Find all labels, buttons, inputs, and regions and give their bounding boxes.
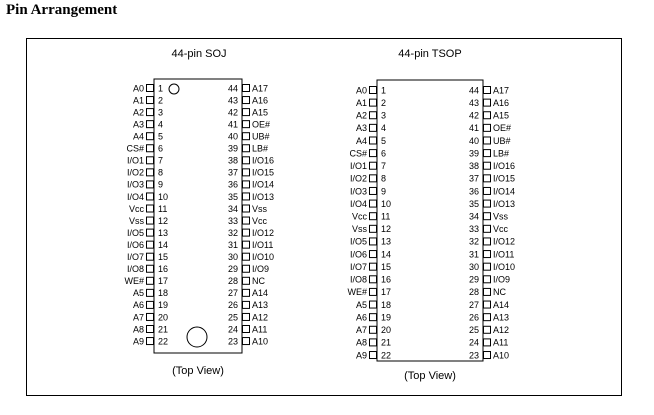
tsop-right-pin-name: I/O14	[493, 186, 516, 197]
tsop-left-pin-lead	[370, 238, 377, 245]
tsop-right-pin-lead	[484, 137, 491, 144]
soj-right-pin-number: 25	[227, 312, 238, 323]
tsop-right-pin-name: A11	[493, 337, 509, 348]
soj-left-pin-lead	[147, 217, 154, 224]
soj-left-pin-name: Vcc	[128, 203, 144, 214]
soj-right-pin-number: 34	[227, 203, 238, 214]
tsop-right-pin-number: 28	[468, 287, 479, 298]
soj-right-pin-number: 40	[227, 131, 238, 142]
tsop-left-pin-name: Vss	[351, 224, 367, 235]
tsop-left-pin-number: 8	[381, 173, 387, 184]
tsop-left-pin-name: A9	[355, 350, 367, 361]
tsop-right-pin-name: UB#	[493, 135, 511, 146]
soj-left-pin-lead	[147, 205, 154, 212]
tsop-right-pin-lead	[484, 99, 491, 106]
soj-left-pin-number: 5	[158, 131, 164, 142]
tsop-left-pin-number: 19	[381, 312, 392, 323]
tsop-left-pin-lead	[370, 112, 377, 119]
soj-right-pin-lead	[243, 85, 250, 92]
tsop-left-pin-number: 14	[381, 249, 392, 260]
tsop-left-pin-number: 18	[381, 299, 392, 310]
soj-left-pin-name: A5	[132, 288, 144, 299]
tsop-package-body	[377, 80, 483, 361]
tsop-right-pin-name: NC	[493, 287, 506, 298]
soj-left-pin-name: I/O1	[126, 155, 144, 166]
soj-right-pin-number: 37	[227, 167, 238, 178]
soj-right-pin-lead	[243, 181, 250, 188]
soj-right-pin-number: 41	[227, 119, 238, 130]
soj-left-pin-lead	[147, 277, 154, 284]
tsop-left-pin-number: 2	[381, 97, 387, 108]
tsop-right-pin-name: I/O13	[493, 198, 516, 209]
tsop-left-pin-number: 16	[381, 274, 392, 285]
tsop-left-pin-name: A0	[355, 85, 367, 96]
soj-right-pin-number: 27	[227, 288, 238, 299]
soj-right-pin-name: I/O16	[252, 155, 275, 166]
tsop-left-pin-lead	[370, 87, 377, 94]
soj-left-pin-name: A3	[132, 119, 144, 130]
soj-left-pin-number: 4	[158, 119, 164, 130]
tsop-left-pin-number: 1	[381, 85, 387, 96]
soj-right-pin-name: A17	[252, 83, 269, 94]
tsop-right-pin-lead	[484, 288, 491, 295]
soj-right-pin-lead	[243, 301, 250, 308]
soj-left-pin-number: 22	[158, 336, 169, 347]
soj-left-pin-lead	[147, 109, 154, 116]
soj-right-pin-lead	[243, 97, 250, 104]
tsop-right-pin-name: I/O11	[493, 249, 515, 260]
soj-right-pin-number: 29	[227, 264, 238, 275]
soj-left-pin-name: A8	[132, 324, 144, 335]
soj-right-pin-name: I/O12	[252, 227, 275, 238]
soj-left-pin-number: 6	[158, 143, 164, 154]
soj-left-pin-name: I/O8	[126, 264, 144, 275]
soj-right-pin-lead	[243, 169, 250, 176]
tsop-right-pin-lead	[484, 150, 491, 157]
tsop-right-pin-name: I/O9	[493, 274, 511, 285]
soj-right-pin-lead	[243, 241, 250, 248]
tsop-left-pin-number: 20	[381, 325, 392, 336]
tsop-left-pin-name: I/O4	[349, 198, 367, 209]
tsop-left-pin-number: 12	[381, 224, 392, 235]
tsop-view-label: (Top View)	[404, 370, 456, 382]
soj-left-pin-number: 8	[158, 167, 164, 178]
tsop-right-pin-number: 34	[468, 211, 479, 222]
tsop-right-pin-lead	[484, 238, 491, 245]
soj-right-pin-name: I/O15	[252, 167, 275, 178]
soj-left-pin-number: 18	[158, 288, 169, 299]
soj-right-pin-number: 24	[227, 324, 238, 335]
soj-right-pin-number: 26	[227, 300, 238, 311]
tsop-right-pin-lead	[484, 175, 491, 182]
soj-left-pin-number: 17	[158, 276, 169, 287]
soj-right-pin-name: I/O10	[252, 252, 275, 262]
soj-left-pin-number: 21	[158, 324, 169, 335]
soj-right-pin-lead	[243, 277, 250, 284]
tsop-right-pin-name: I/O10	[493, 261, 516, 272]
tsop-left-pin-name: Vcc	[351, 211, 367, 222]
tsop-left-pin-lead	[370, 225, 377, 232]
tsop-left-pin-number: 3	[381, 110, 387, 121]
soj-left-pin-lead	[147, 241, 154, 248]
tsop-left-pin-number: 6	[381, 148, 387, 159]
soj-right-pin-lead	[243, 326, 250, 333]
tsop-left-pin-name: I/O6	[349, 249, 367, 260]
tsop-left-pin-number: 10	[381, 198, 392, 209]
soj-left-pin-lead	[147, 229, 154, 236]
soj-right-pin-name: Vcc	[252, 215, 268, 226]
soj-right-pin-number: 32	[227, 227, 238, 238]
soj-right-pin-name: LB#	[252, 143, 269, 154]
tsop-left-pin-name: WE#	[347, 287, 367, 298]
soj-left-pin-name: I/O7	[126, 252, 144, 262]
soj-left-pin-name: A7	[132, 312, 144, 323]
soj-right-pin-name: A11	[252, 324, 268, 335]
soj-left-pin-lead	[147, 133, 154, 140]
soj-right-pin-lead	[243, 253, 250, 260]
tsop-left-pin-name: I/O5	[349, 236, 367, 247]
soj-left-pin-lead	[147, 157, 154, 164]
tsop-right-pin-lead	[484, 314, 491, 321]
tsop-right-pin-number: 40	[468, 135, 479, 146]
soj-left-pin-name: WE#	[124, 276, 144, 287]
soj-left-pin-name: I/O2	[126, 167, 144, 178]
soj-right-pin-number: 36	[227, 179, 238, 190]
soj-right-pin-number: 31	[227, 239, 238, 250]
soj-left-pin-name: CS#	[126, 143, 144, 154]
soj-left-pin-name: A1	[132, 95, 144, 106]
tsop-right-pin-number: 23	[468, 350, 479, 361]
tsop-right-pin-lead	[484, 301, 491, 308]
tsop-left-pin-number: 21	[381, 337, 392, 348]
soj-right-pin-lead	[243, 193, 250, 200]
soj-right-pin-name: OE#	[252, 119, 271, 130]
tsop-right-pin-number: 24	[468, 337, 479, 348]
tsop-left-pin-name: I/O2	[349, 173, 367, 184]
tsop-right-pin-lead	[484, 200, 491, 207]
soj-right-pin-name: A10	[252, 336, 269, 347]
tsop-left-pin-lead	[370, 251, 377, 258]
soj-right-pin-lead	[243, 121, 250, 128]
tsop-right-pin-name: A15	[493, 110, 510, 121]
tsop-left-pin-number: 15	[381, 261, 392, 272]
tsop-right-pin-lead	[484, 225, 491, 232]
tsop-left-pin-lead	[370, 137, 377, 144]
soj-left-pin-lead	[147, 181, 154, 188]
soj-right-pin-name: A14	[252, 288, 269, 299]
tsop-left-pin-lead	[370, 175, 377, 182]
tsop-right-pin-name: I/O16	[493, 161, 516, 172]
tsop-right-pin-number: 37	[468, 173, 479, 184]
tsop-right-pin-number: 31	[468, 249, 479, 260]
tsop-left-pin-name: A5	[355, 299, 367, 310]
soj-right-pin-name: A13	[252, 300, 269, 311]
soj-right-pin-name: I/O9	[252, 264, 270, 275]
soj-left-pin-name: A2	[132, 107, 144, 118]
tsop-left-pin-name: A2	[355, 110, 367, 121]
soj-left-pin-lead	[147, 97, 154, 104]
soj-left-pin-number: 12	[158, 215, 169, 226]
tsop-left-pin-name: CS#	[349, 148, 367, 159]
tsop-right-pin-number: 29	[468, 274, 479, 285]
soj-right-pin-lead	[243, 265, 250, 272]
soj-right-pin-number: 44	[227, 83, 238, 94]
tsop-right-pin-lead	[484, 124, 491, 131]
tsop-left-pin-name: I/O1	[349, 161, 367, 172]
soj-right-pin-number: 28	[227, 276, 238, 287]
soj-left-pin-name: A6	[132, 300, 144, 311]
soj-package-title: 44-pin SOJ	[171, 48, 227, 60]
tsop-right-pin-lead	[484, 352, 491, 359]
soj-left-pin-number: 15	[158, 252, 169, 262]
tsop-right-pin-number: 30	[468, 261, 479, 272]
tsop-left-pin-lead	[370, 162, 377, 169]
soj-left-pin-lead	[147, 253, 154, 260]
tsop-left-pin-lead	[370, 288, 377, 295]
soj-left-pin-lead	[147, 85, 154, 92]
soj-left-pin-number: 2	[158, 95, 164, 106]
tsop-right-pin-lead	[484, 251, 491, 258]
soj-left-pin-lead	[147, 265, 154, 272]
soj-right-pin-lead	[243, 145, 250, 152]
tsop-left-pin-lead	[370, 99, 377, 106]
soj-left-pin-lead	[147, 169, 154, 176]
tsop-right-pin-number: 26	[468, 312, 479, 323]
tsop-right-pin-lead	[484, 112, 491, 119]
soj-view-label: (Top View)	[172, 365, 224, 377]
tsop-left-pin-number: 17	[381, 287, 392, 298]
soj-right-pin-number: 42	[227, 107, 238, 118]
tsop-right-pin-lead	[484, 162, 491, 169]
soj-left-pin-lead	[147, 121, 154, 128]
tsop-left-pin-name: A6	[355, 312, 367, 323]
tsop-left-pin-lead	[370, 263, 377, 270]
soj-right-pin-lead	[243, 157, 250, 164]
tsop-right-pin-number: 25	[468, 325, 479, 336]
soj-right-pin-name: A12	[252, 312, 269, 323]
tsop-right-pin-lead	[484, 326, 491, 333]
tsop-right-pin-number: 35	[468, 198, 479, 209]
soj-right-pin-lead	[243, 205, 250, 212]
tsop-right-pin-number: 32	[468, 236, 479, 247]
soj-left-pin-name: I/O4	[126, 191, 144, 202]
tsop-right-pin-number: 42	[468, 110, 479, 121]
tsop-right-pin-name: A12	[493, 325, 510, 336]
tsop-left-pin-lead	[370, 150, 377, 157]
soj-left-pin-lead	[147, 313, 154, 320]
tsop-right-pin-lead	[484, 187, 491, 194]
tsop-left-pin-number: 13	[381, 236, 392, 247]
tsop-right-pin-lead	[484, 276, 491, 283]
tsop-right-pin-name: I/O15	[493, 173, 516, 184]
tsop-right-pin-lead	[484, 87, 491, 94]
soj-left-pin-lead	[147, 289, 154, 296]
soj-left-pin-name: I/O3	[126, 179, 144, 190]
soj-right-pin-lead	[243, 229, 250, 236]
soj-right-pin-number: 23	[227, 336, 238, 347]
tsop-left-pin-name: A4	[355, 135, 367, 146]
tsop-right-pin-name: A16	[493, 97, 510, 108]
soj-right-pin-number: 30	[227, 252, 238, 262]
soj-left-pin-name: Vss	[128, 215, 144, 226]
tsop-right-pin-number: 27	[468, 299, 479, 310]
tsop-right-pin-number: 38	[468, 161, 479, 172]
soj-right-pin-name: UB#	[252, 131, 270, 142]
soj-right-pin-lead	[243, 313, 250, 320]
soj-left-pin-number: 11	[158, 203, 168, 214]
tsop-left-pin-lead	[370, 339, 377, 346]
soj-right-pin-number: 38	[227, 155, 238, 166]
soj-right-pin-number: 39	[227, 143, 238, 154]
tsop-left-pin-number: 7	[381, 161, 387, 172]
tsop-left-pin-name: A8	[355, 337, 367, 348]
tsop-left-pin-number: 4	[381, 123, 387, 134]
tsop-left-pin-name: I/O7	[349, 261, 367, 272]
soj-right-pin-number: 35	[227, 191, 238, 202]
tsop-right-pin-number: 43	[468, 97, 479, 108]
tsop-right-pin-name: LB#	[493, 148, 510, 159]
soj-left-pin-number: 16	[158, 264, 169, 275]
soj-right-pin-lead	[243, 109, 250, 116]
soj-left-pin-lead	[147, 193, 154, 200]
tsop-right-pin-name: A14	[493, 299, 510, 310]
tsop-right-pin-name: Vss	[493, 211, 509, 222]
tsop-left-pin-name: I/O8	[349, 274, 367, 285]
tsop-right-pin-lead	[484, 263, 491, 270]
tsop-left-pin-lead	[370, 314, 377, 321]
soj-left-pin-number: 10	[158, 191, 169, 202]
soj-left-pin-name: I/O5	[126, 227, 144, 238]
soj-left-pin-name: A9	[132, 336, 144, 347]
tsop-left-pin-lead	[370, 276, 377, 283]
soj-left-pin-name: A0	[132, 83, 144, 94]
soj-left-pin-lead	[147, 145, 154, 152]
soj-left-pin-name: I/O6	[126, 239, 144, 250]
soj-right-pin-lead	[243, 338, 250, 345]
soj-right-pin-name: A15	[252, 107, 269, 118]
soj-left-pin-lead	[147, 301, 154, 308]
tsop-right-pin-name: OE#	[493, 123, 512, 134]
tsop-right-pin-number: 39	[468, 148, 479, 159]
soj-right-pin-name: I/O11	[252, 239, 274, 250]
soj-right-pin-name: Vss	[252, 203, 268, 214]
tsop-left-pin-name: A7	[355, 325, 367, 336]
soj-right-pin-lead	[243, 133, 250, 140]
soj-right-pin-number: 43	[227, 95, 238, 106]
soj-left-pin-name: A4	[132, 131, 144, 142]
tsop-left-pin-name: A1	[355, 97, 367, 108]
tsop-right-pin-number: 33	[468, 224, 479, 235]
tsop-right-pin-name: A10	[493, 350, 510, 361]
soj-right-pin-number: 33	[227, 215, 238, 226]
tsop-right-pin-lead	[484, 213, 491, 220]
section-heading: Pin Arrangement	[6, 2, 118, 18]
soj-right-pin-name: I/O13	[252, 191, 275, 202]
soj-left-pin-lead	[147, 338, 154, 345]
tsop-right-pin-name: I/O12	[493, 236, 516, 247]
tsop-right-pin-name: Vcc	[493, 224, 509, 235]
soj-left-pin-number: 7	[158, 155, 164, 166]
soj-left-pin-number: 9	[158, 179, 164, 190]
tsop-left-pin-name: A3	[355, 123, 367, 134]
tsop-left-pin-lead	[370, 124, 377, 131]
tsop-left-pin-lead	[370, 326, 377, 333]
soj-left-pin-number: 20	[158, 312, 169, 323]
tsop-left-pin-number: 5	[381, 135, 387, 146]
tsop-left-pin-number: 22	[381, 350, 392, 361]
tsop-left-pin-lead	[370, 352, 377, 359]
tsop-left-pin-lead	[370, 213, 377, 220]
tsop-package-title: 44-pin TSOP	[398, 48, 462, 60]
soj-right-pin-name: NC	[252, 276, 265, 287]
tsop-right-pin-name: A17	[493, 85, 510, 96]
tsop-left-pin-name: I/O3	[349, 186, 367, 197]
soj-left-pin-lead	[147, 326, 154, 333]
tsop-left-pin-lead	[370, 200, 377, 207]
soj-right-pin-lead	[243, 289, 250, 296]
tsop-left-pin-number: 9	[381, 186, 387, 197]
soj-right-pin-name: A16	[252, 95, 269, 106]
soj-right-pin-lead	[243, 217, 250, 224]
tsop-right-pin-name: A13	[493, 312, 510, 323]
soj-left-pin-number: 14	[158, 239, 169, 250]
soj-left-pin-number: 1	[158, 83, 164, 94]
tsop-left-pin-number: 11	[381, 211, 391, 222]
tsop-right-pin-number: 36	[468, 186, 479, 197]
tsop-right-pin-number: 41	[468, 123, 479, 134]
soj-left-pin-number: 13	[158, 227, 169, 238]
tsop-right-pin-lead	[484, 339, 491, 346]
tsop-left-pin-lead	[370, 187, 377, 194]
soj-left-pin-number: 19	[158, 300, 169, 311]
soj-left-pin-number: 3	[158, 107, 164, 118]
tsop-right-pin-number: 44	[468, 85, 479, 96]
tsop-left-pin-lead	[370, 301, 377, 308]
soj-right-pin-name: I/O14	[252, 179, 275, 190]
